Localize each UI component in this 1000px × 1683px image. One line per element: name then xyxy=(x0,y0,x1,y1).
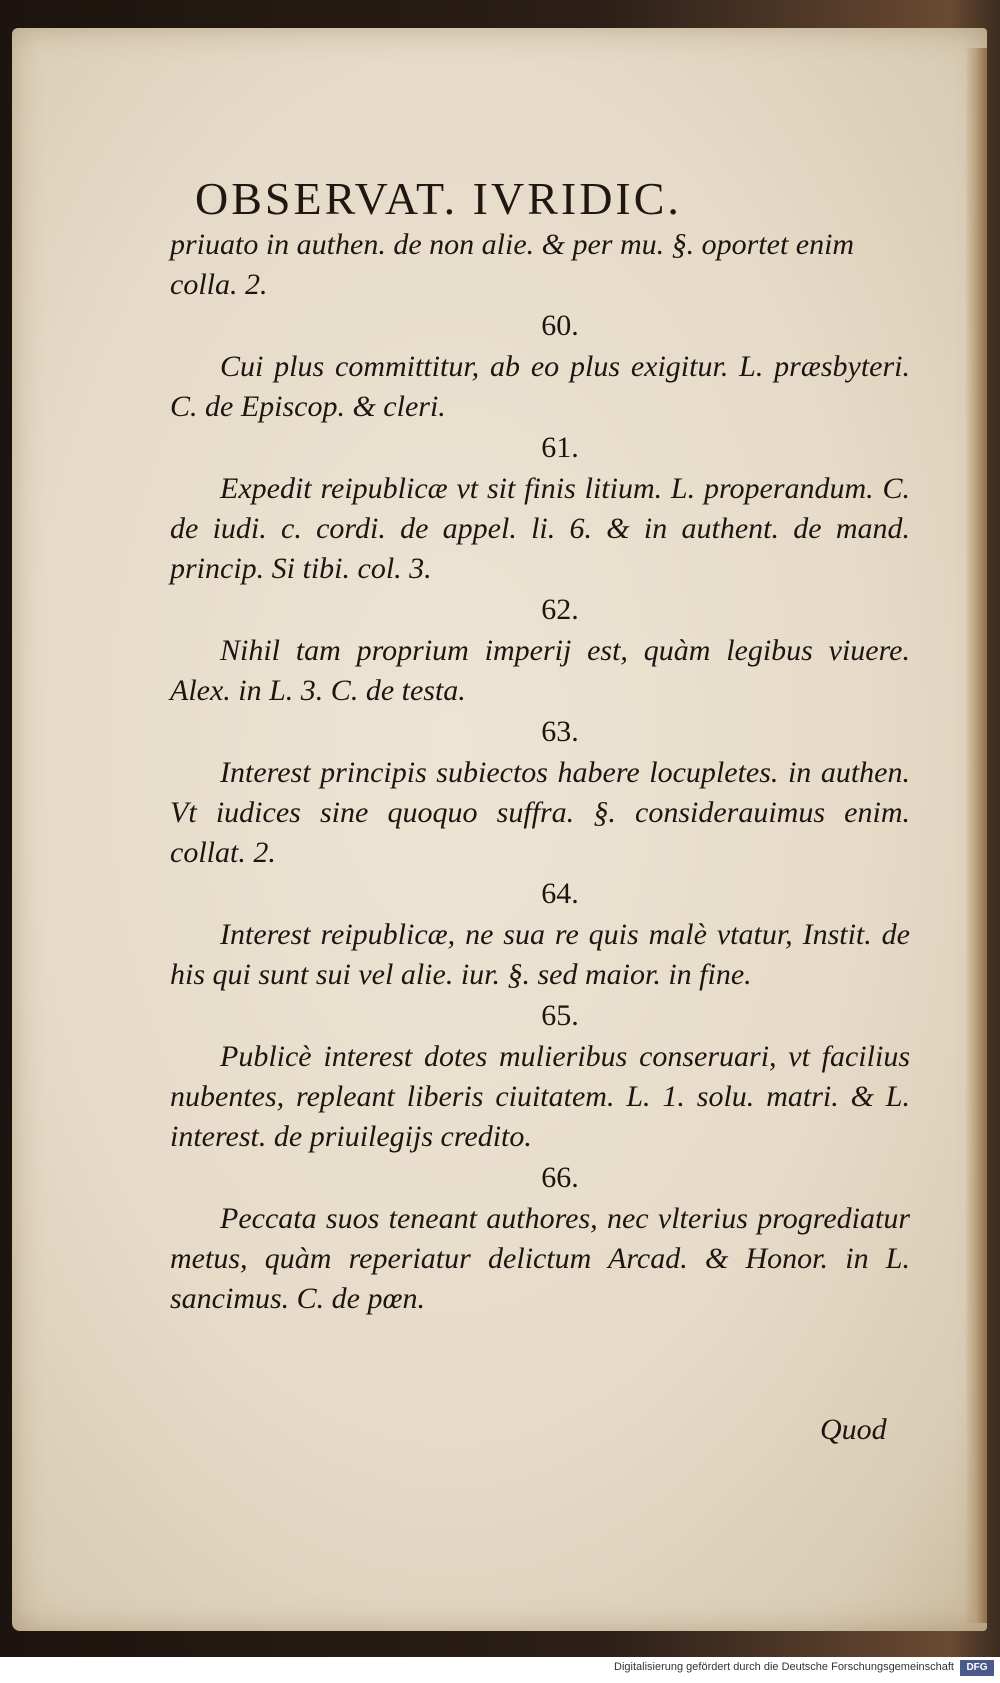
entry xyxy=(170,1157,910,1319)
entry-number: 66. xyxy=(541,1161,579,1194)
dfg-logo: DFG xyxy=(960,1660,994,1676)
entry-number: 63. xyxy=(541,715,579,748)
entry-text: Expedit reipublicæ vt sit finis litium. L. properandum. C. de iudi. c. cordi. de appel. li. 6. & in authent. de mand. princip. Si tibi. col. 3. xyxy=(170,472,910,585)
entry-number: 61. xyxy=(541,431,579,464)
entry xyxy=(170,995,910,1157)
entry-text: Nihil tam proprium imperij est, quàm legibus viuere. Alex. in L. 3. C. de testa. xyxy=(170,634,910,707)
entry-text: Peccata suos teneant authores, nec vlterius progrediatur metus, quàm reperiatur delictum Arcad. & Honor. in L. sancimus. C. de pœn. xyxy=(170,1202,910,1315)
entry-number: 60. xyxy=(541,309,579,342)
entry xyxy=(170,589,910,711)
continuation-text: priuato in authen. de non alie. & per mu. §. oportet enim colla. 2. xyxy=(170,228,855,301)
entry-number: 65. xyxy=(541,999,579,1032)
entry-number: 64. xyxy=(541,877,579,910)
entry xyxy=(170,427,910,589)
catchword: Quod xyxy=(820,1413,887,1446)
entry xyxy=(170,305,910,427)
entry-text: Publicè interest dotes mulieribus conseruari, vt facilius nubentes, repleant liberis ciuitatem. L. 1. solu. matri. & L. interest. de priuilegijs credito. xyxy=(170,1040,910,1153)
entry-text: Cui plus committitur, ab eo plus exigitur. L. præsbyteri. C. de Episcop. & cleri. xyxy=(170,350,910,423)
page-edge xyxy=(965,48,987,1623)
entry xyxy=(170,711,910,873)
entry xyxy=(170,873,910,995)
page-body xyxy=(170,225,910,1319)
entry-number: 62. xyxy=(541,593,579,626)
running-header: OBSERVAT. IVRIDIC. xyxy=(195,173,682,224)
entry-text: Interest principis subiectos habere locupletes. in authen. Vt iudices sine quoquo suffra. §. considerauimus enim. collat. 2. xyxy=(170,756,910,869)
funding-credit: Digitalisierung gefördert durch die Deutsche Forschungsgemeinschaft xyxy=(614,1661,954,1673)
entry-text: Interest reipublicæ, ne sua re quis malè vtatur, Instit. de his qui sunt sui vel alie. iur. §. sed maior. in fine. xyxy=(170,918,910,991)
digitization-footer xyxy=(0,1657,1000,1683)
